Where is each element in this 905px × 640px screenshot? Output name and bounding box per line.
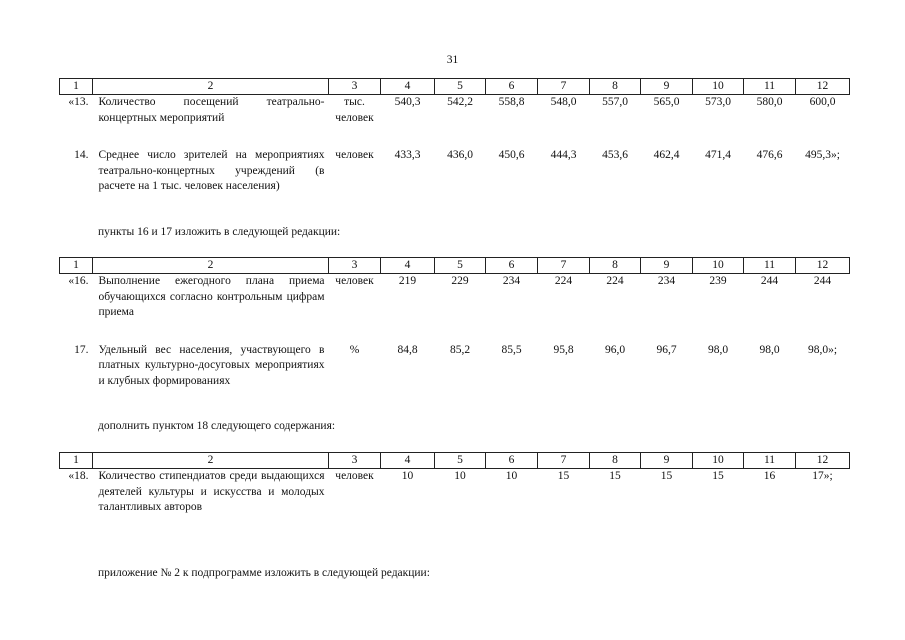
year-value: 10 [505,470,518,482]
year-value: 15 [660,470,673,482]
instruction-text-3: приложение № 2 к подпрограмме изложить в следующей редакции: [98,567,430,579]
column-header: 8 [590,453,641,469]
year-value: 542,2 [447,96,473,108]
year-value: 229 [451,275,469,287]
column-header: 7 [538,79,590,95]
year-value: 98,0»; [807,343,838,356]
column-header: 7 [538,453,590,469]
row-spacer [60,126,850,148]
column-header: 9 [641,453,693,469]
unit-of-measure: человек [335,149,374,161]
year-value: 453,6 [602,149,628,161]
column-header: 9 [641,79,693,95]
year-value: 10 [401,470,414,482]
column-header: 1 [60,453,93,469]
column-header: 4 [381,79,435,95]
column-header: 4 [381,258,435,274]
indicator-table-1 [59,78,850,195]
column-header: 5 [435,258,486,274]
year-value: 95,8 [553,343,574,356]
column-header: 8 [590,79,641,95]
column-header: 2 [93,453,329,469]
column-header: 5 [435,453,486,469]
unit-of-measure: % [349,343,360,356]
indicator-table-3 [59,452,850,516]
table-row [60,274,850,321]
year-value: 15 [712,470,724,482]
column-header: 2 [93,258,329,274]
year-value: 224 [554,275,573,287]
year-value: 450,6 [498,149,525,161]
column-header: 12 [796,453,850,469]
year-value: 15 [609,470,621,482]
unit-of-measure: человек [335,275,374,287]
year-value: 224 [606,275,624,287]
column-header: 3 [329,453,381,469]
column-header: 10 [693,258,744,274]
row-number: 14. [74,149,89,161]
column-header: 6 [486,79,538,95]
row-number: 17. [74,343,89,356]
indicator-table-2 [59,257,850,389]
table-row [60,95,850,127]
year-value: 84,8 [397,343,418,356]
column-header: 12 [796,258,850,274]
year-value: 476,6 [756,149,783,161]
column-header: 7 [538,258,590,274]
indicator-name: Выполнение ежегодного плана приема обучающихся согласно контрольным цифрам приема [98,275,325,318]
year-value: 17»; [812,470,833,482]
year-value: 565,0 [653,96,680,108]
page-number: 31 [446,54,459,66]
year-value: 85,2 [449,343,471,356]
year-value: 495,3»; [805,149,840,161]
indicator-name: Среднее число зрителей на мероприятиях театрально-концертных учреждений (в расчете на 1 тыс. человек населения) [98,149,325,192]
column-header: 11 [744,258,796,274]
instruction-text-1: пункты 16 и 17 изложить в следующей редакции: [98,226,341,238]
indicator-name: Количество посещений театрально-концертных мероприятий [98,96,325,124]
column-header: 3 [329,258,381,274]
year-value: 471,4 [705,149,731,161]
year-value: 234 [502,275,521,287]
year-value: 462,4 [653,149,680,161]
column-header: 2 [93,79,329,95]
year-value: 548,0 [550,96,577,108]
table-row [60,343,850,390]
year-value: 557,0 [602,96,628,108]
year-value: 244 [760,275,779,287]
column-header: 11 [744,453,796,469]
year-value: 433,3 [394,149,421,161]
row-number: «18. [68,470,89,482]
row-number: «16. [68,275,89,287]
unit-of-measure: человек [335,470,374,482]
row-number: «13. [68,96,89,108]
table-row [60,469,850,516]
year-value: 573,0 [705,96,731,108]
column-header: 10 [693,453,744,469]
year-value: 96,0 [604,343,626,356]
year-value: 98,0 [707,343,729,356]
year-value: 244 [813,275,832,287]
column-header: 3 [329,79,381,95]
column-header: 5 [435,79,486,95]
row-spacer [60,321,850,343]
column-header: 9 [641,258,693,274]
year-value: 436,0 [447,149,473,161]
column-header: 12 [796,79,850,95]
column-header: 1 [60,258,93,274]
year-value: 580,0 [756,96,783,108]
year-value: 96,7 [656,343,677,356]
column-header: 10 [693,79,744,95]
column-header: 8 [590,258,641,274]
year-value: 540,3 [394,96,421,108]
unit-of-measure: тыс. человек [335,96,374,124]
year-value: 98,0 [759,343,780,356]
year-value: 15 [557,470,570,482]
column-header: 6 [486,258,538,274]
indicator-name: Удельный вес населения, участвующего в платных культурно-досуговых мероприятиях и клубных формированиях [98,343,325,387]
year-value: 600,0 [809,96,836,108]
year-value: 16 [763,470,776,482]
column-header: 11 [744,79,796,95]
year-value: 10 [454,470,466,482]
indicator-name: Количество стипендиатов среди выдающихся деятелей культуры и искусства и молодых талантливых авторов [98,470,325,513]
column-header: 4 [381,453,435,469]
year-value: 239 [709,275,727,287]
column-header: 6 [486,453,538,469]
instruction-text-2: дополнить пунктом 18 следующего содержания: [98,420,336,432]
table-row [60,148,850,195]
column-header: 1 [60,79,93,95]
year-value: 558,8 [498,96,525,108]
year-value: 219 [398,275,417,287]
year-value: 85,5 [501,343,522,356]
year-value: 234 [657,275,676,287]
year-value: 444,3 [550,149,577,161]
